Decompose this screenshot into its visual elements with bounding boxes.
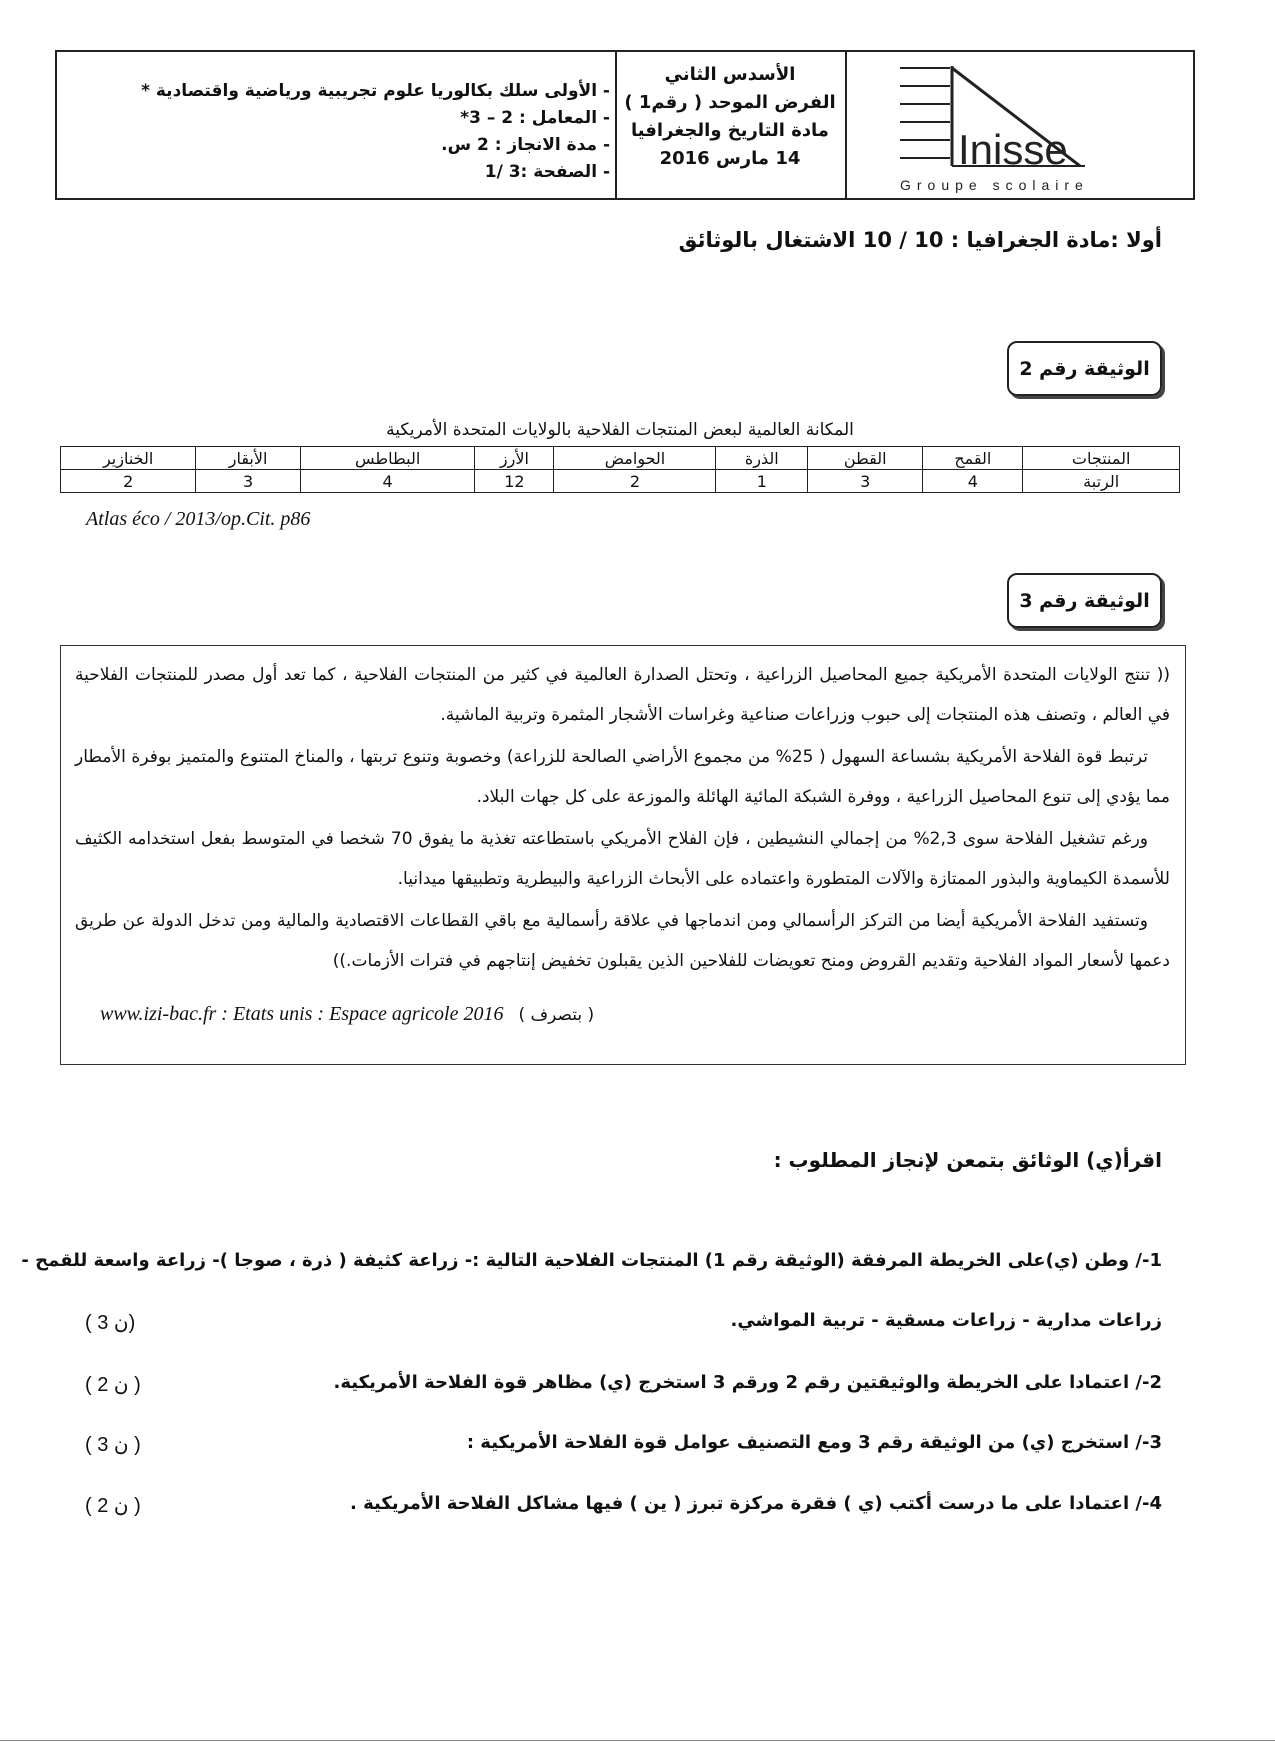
table-header-cell: القطن	[808, 447, 923, 470]
question-3: 3-/ استخرج (ي) من الوثيقة رقم 3 ومع التصنيف عوامل قوة الفلاحة الأمريكية :	[466, 1432, 1162, 1453]
question-2-points: ( ن 2 )	[85, 1374, 141, 1396]
doc3-source-note: ( بتصرف )	[518, 1005, 595, 1025]
header-info-block	[60, 78, 610, 198]
table-cell: 1	[716, 470, 808, 493]
doc3-paragraph: وتستفيد الفلاحة الأمريكية أيضا من التركز الرأسمالي ومن اندماجها في علاقة رأسمالية مع باقي القطاعات الاقتصادية والمالية ومن تدخل الدولة عن طريق دعمها لأسعار المواد الفلاحية وتقديم القروض ومنح تعويضات للفلاحين الذين يقبلون تخفيض إنتاجهم في فترات الأزمات.))	[75, 911, 1170, 971]
doc3-label: الوثيقة رقم 3	[1007, 573, 1162, 628]
header-subject: مادة التاريخ والجغرافيا	[631, 120, 829, 141]
table-header-cell: الخنازير	[61, 447, 196, 470]
header-page-line: - الصفحة :3 /1	[484, 162, 610, 182]
doc3-paragraph: ترتبط قوة الفلاحة الأمريكية بشساعة السهول ( 25% من مجموع الأراضي الصالحة للزراعة) وخصوبة وتنوع تربتها ، والمناخ المتنوع والمتميز بوفرة الأمطار مما يؤدي إلى تنوع المحاصيل الزراعية ، ووفرة الشبكة المائية الهائلة والموزعة على كل جهات البلاد.	[75, 747, 1170, 807]
logo-subtitle: Groupe scolaire	[900, 177, 1089, 193]
school-logo	[880, 58, 1180, 198]
header-level-line: - الأولى سلك بكالوريا علوم تجريبية ورياضية واقتصادية *	[141, 81, 610, 101]
header-duration-line: - مدة الانجاز : 2 س.	[441, 135, 610, 155]
question-4: 4-/ اعتمادا على ما درست أكتب (ي ) فقرة مركزة تبرز ( ين ) فيها مشاكل الفلاحة الأمريكية .	[349, 1493, 1162, 1514]
table-caption: المكانة العالمية لبعض المنتجات الفلاحية بالولايات المتحدة الأمريكية	[386, 420, 854, 440]
footer-divider	[0, 1740, 1275, 1741]
section-title: أولا :مادة الجغرافيا : 10 / 10 الاشتغال بالوثائق	[678, 228, 1162, 252]
doc3-source	[100, 1003, 594, 1026]
table-cell: 4	[923, 470, 1023, 493]
table-header-cell: البطاطس	[300, 447, 475, 470]
table-cell: الرتبة	[1023, 470, 1180, 493]
table-header-cell: الأبقار	[196, 447, 301, 470]
header-exam-title: الفرض الموحد ( رقم1 )	[624, 92, 836, 113]
question-1-line-2: زراعات مدارية - زراعات مسقية - تربية المواشي.	[730, 1310, 1162, 1331]
table-header-cell: المنتجات	[1023, 447, 1180, 470]
header-semester: الأسدس الثاني	[664, 64, 796, 85]
table-header-cell: الحوامض	[554, 447, 716, 470]
table-source: Atlas éco / 2013/op.Cit. p86	[86, 508, 311, 530]
header-divider	[845, 50, 847, 200]
doc3-source-url: www.izi-bac.fr : Etats unis : Espace agricole 2016	[100, 1003, 504, 1025]
question-2: 2-/ اعتمادا على الخريطة والوثيقتين رقم 2 ورقم 3 استخرج (ي) مظاهر قوة الفلاحة الأمريكية.	[333, 1372, 1162, 1393]
table-header-cell: القمح	[923, 447, 1023, 470]
table-header-row	[61, 447, 1180, 470]
header-exam-block	[615, 62, 845, 192]
table-row	[61, 470, 1180, 493]
table-cell: 3	[808, 470, 923, 493]
table-cell: 12	[475, 470, 554, 493]
header-date: 14 مارس 2016	[659, 148, 801, 169]
question-3-points: ( ن 3 )	[85, 1434, 141, 1456]
doc3-paragraph: ورغم تشغيل الفلاحة سوى 2,3% من إجمالي النشيطين ، فإن الفلاح الأمريكي باستطاعته تغذية ما يفوق 70 شخصا في المتوسط بفعل استخدامه الكثيف للأسمدة الكيماوية والبذور الممتازة والآلات المتطورة واعتماده على الأبحاث الزراعية والبيطرية وتطبيقها ميدانيا.	[75, 829, 1170, 889]
logo-name: Inisse	[958, 126, 1068, 173]
table-cell: 2	[61, 470, 196, 493]
table-cell: 3	[196, 470, 301, 493]
header-coefficient-line: - المعامل : 2 – 3*	[460, 108, 610, 128]
question-1-line-1: 1-/ وطن (ي)على الخريطة المرفقة (الوثيقة رقم 1) المنتجات الفلاحية التالية :- زراعة كثيفة ( ذرة ، صوجا )- زراعة واسعة للقمح -	[21, 1250, 1162, 1271]
instructions-heading: اقرأ(ي) الوثائق بتمعن لإنجاز المطلوب :	[773, 1148, 1162, 1172]
question-4-points: ( ن 2 )	[85, 1495, 141, 1517]
table-header-cell: الذرة	[716, 447, 808, 470]
table-cell: 4	[300, 470, 475, 493]
doc2-label: الوثيقة رقم 2	[1007, 341, 1162, 396]
question-1-points: ( ن 3)	[85, 1312, 136, 1334]
doc3-paragraph: (( تنتج الولايات المتحدة الأمريكية جميع المحاصيل الزراعية ، وتحتل الصدارة العالمية في كثير من المنتجات الفلاحية ، كما تعد أول مصدر للمنتجات الفلاحية في العالم ، وتصنف هذه المنتجات إلى حبوب وزراعات صناعية وغراسات الأشجار المثمرة وتربية الماشية.	[75, 665, 1170, 725]
table-cell: 2	[554, 470, 716, 493]
table-header-cell: الأرز	[475, 447, 554, 470]
products-rank-table	[60, 446, 1180, 493]
